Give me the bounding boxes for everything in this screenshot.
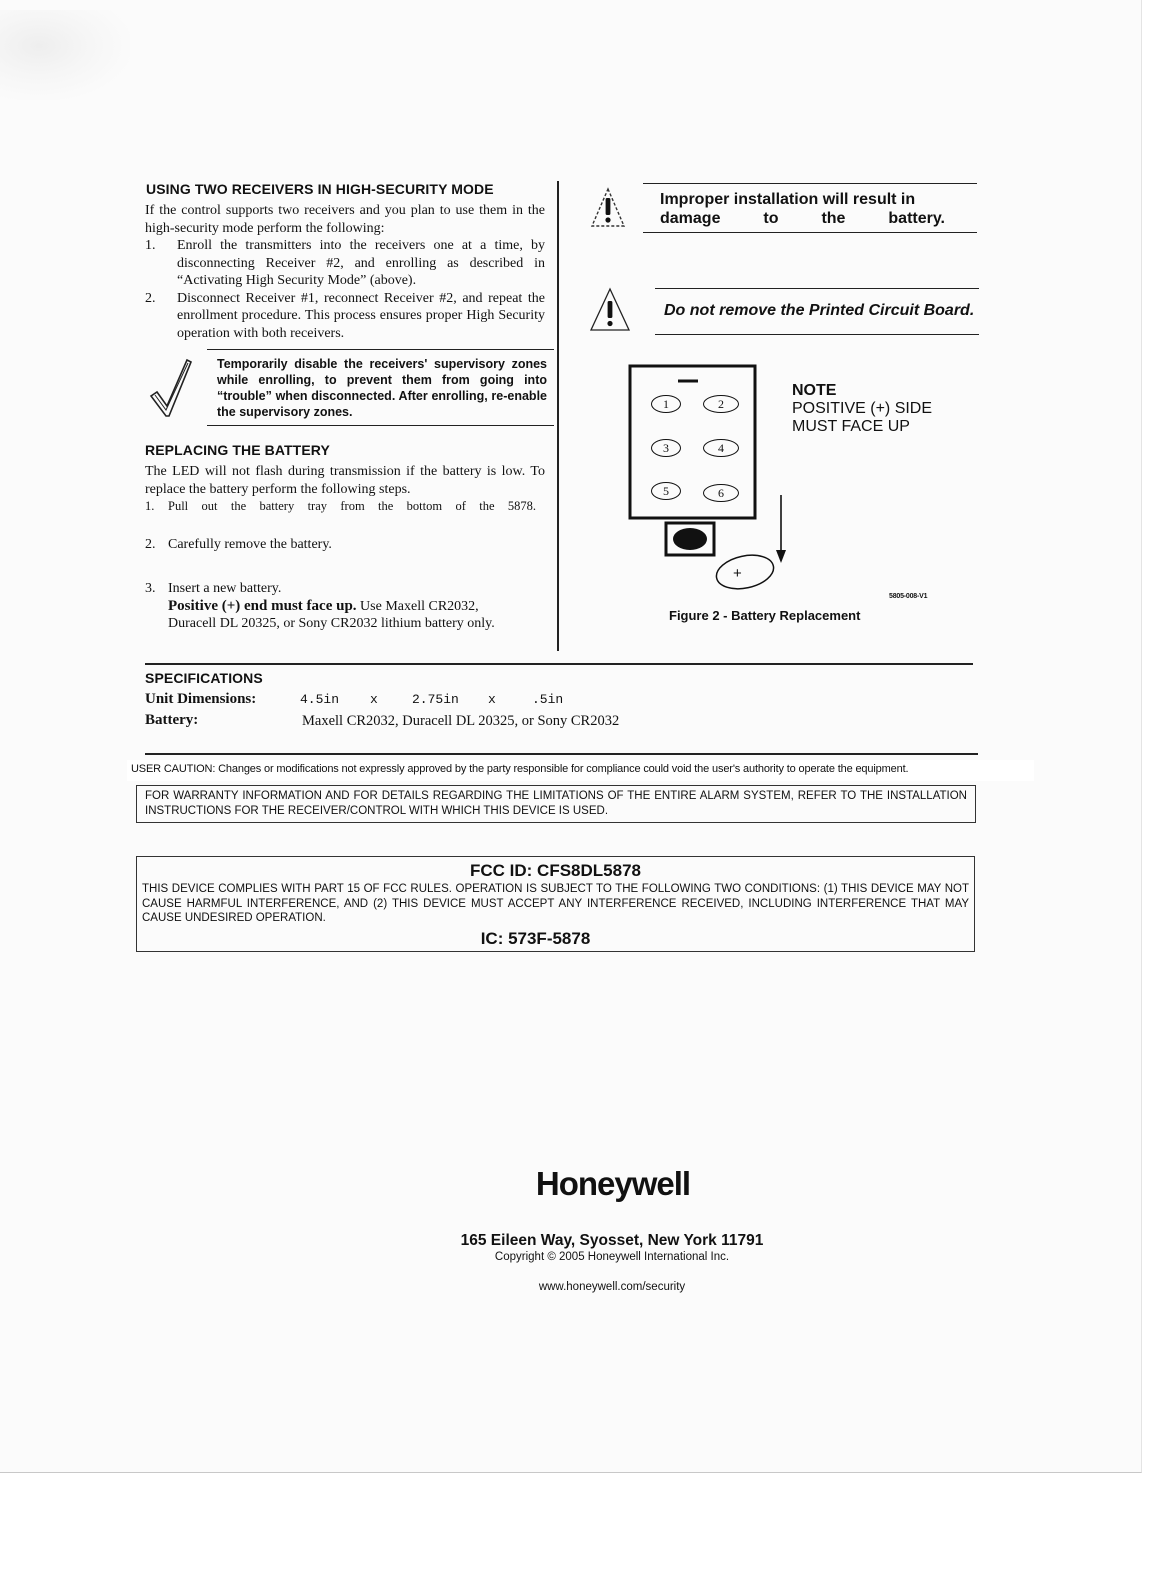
battery-step-3 — [145, 580, 525, 633]
keypad-button-6: 6 — [703, 484, 739, 502]
checkmark-icon — [147, 354, 199, 422]
warranty-box — [136, 785, 976, 823]
keypad-button-2: 2 — [703, 395, 739, 413]
fcc-compliance-text: THIS DEVICE COMPLIES WITH PART 15 OF FCC RULES. OPERATION IS SUBJECT TO THE FOLLOWING TWO CONDITIONS: (1) THIS DEVICE MAY NOT CAUSE HARMFUL INTERFERENCE, AND (2) THIS DEVICE MUST ACCEPT ANY INTERFERENCE RECEIVED, INCLUDING INTERFERENCE THAT MAY CAUSE UNDESIRED OPERATION. — [142, 883, 969, 924]
two-receivers-intro: If the control supports two receivers and you plan to use them in the high-security mode perform the following: — [145, 203, 545, 236]
step-text: Carefully remove the battery. — [168, 537, 332, 552]
figure-caption: Figure 2 - Battery Replacement — [669, 608, 861, 623]
warning2-bottom-rule — [655, 334, 979, 335]
battery-plus-symbol: + — [733, 565, 742, 582]
dimension-width: 4.5in — [300, 692, 340, 707]
honeywell-logo: Honeywell — [535, 1165, 691, 1202]
fcc-box — [136, 856, 975, 952]
battery-label: Battery: — [145, 712, 199, 728]
specs-top-rule — [145, 663, 973, 665]
keypad-button-4: 4 — [703, 439, 739, 457]
unit-dimensions-label: Unit Dimensions: — [145, 691, 257, 707]
warning-icon — [588, 286, 632, 334]
copyright: Copyright © 2005 Honeywell International Inc. — [494, 1251, 730, 1263]
note-bottom-rule — [207, 425, 554, 426]
keypad-button-5: 5 — [651, 482, 681, 500]
step-text: Pull out the battery tray from the bottom of the 5878. — [168, 499, 536, 513]
dimension-separator: x — [488, 692, 496, 707]
warning2-top-rule — [655, 288, 979, 289]
step-bold-text: Positive (+) end must face up. — [168, 597, 357, 614]
user-caution: USER CAUTION: Changes or modifications not expressly approved by the party responsible for compliance could void the user's authority to operate the equipment. — [131, 763, 909, 775]
dimension-depth: .5in — [532, 692, 564, 707]
list-item — [145, 290, 545, 343]
section-heading-battery: REPLACING THE BATTERY — [145, 442, 330, 458]
warning-icon — [590, 186, 626, 230]
figure-note-line1: POSITIVE (+) SIDE — [792, 400, 933, 417]
specs-heading: SPECIFICATIONS — [145, 670, 263, 686]
step-number: 1. — [145, 238, 156, 253]
warning-text: Improper installation will result in damage to the battery. — [660, 191, 945, 227]
step-number: 2. — [145, 290, 156, 306]
warranty-text: FOR WARRANTY INFORMATION AND FOR DETAILS REGARDING THE LIMITATIONS OF THE ENTIRE ALARM SYSTEM, REFER TO THE INSTALLATION INSTRUCTIONS FOR THE RECEIVER/CONTROL WITH WHICH THIS DEVICE IS USED. — [145, 790, 967, 817]
section-heading-two-receivers: USING TWO RECEIVERS IN HIGH-SECURITY MODE — [146, 181, 494, 197]
battery-step-1 — [145, 498, 540, 515]
ic-number: IC: 573F-5878 — [480, 928, 591, 948]
step-number: 1. — [145, 499, 155, 513]
specs-bottom-rule — [145, 753, 978, 755]
dimension-separator: x — [370, 692, 378, 707]
list-item — [145, 237, 545, 290]
warning-improper-installation-line1 — [660, 190, 945, 228]
step-text: Disconnect Receiver #1, reconnect Receiver #2, and repeat the enrollment procedure. This process ensures proper High Security operation with both receivers. — [177, 290, 545, 341]
battery-step-2 — [145, 536, 332, 554]
step-number: 2. — [145, 537, 156, 552]
warning1-top-rule — [643, 183, 977, 184]
warning-pcb: Do not remove the Printed Circuit Board. — [664, 302, 975, 319]
step-number: 3. — [145, 581, 156, 596]
battery-value: Maxell CR2032, Duracell DL 20325, or Sony CR2032 — [302, 713, 620, 729]
fcc-id: FCC ID: CFS8DL5878 — [470, 861, 641, 880]
column-divider — [557, 181, 559, 651]
step-text-continued: Use Maxell CR2032, Duracell DL 20325, or Sony CR2032 lithium battery only. — [168, 598, 495, 631]
figure-code: 5805-008-V1 — [889, 593, 928, 600]
step-text: Enroll the transmitters into the receivers one at a time, by disconnecting Receiver #2, and enrolling as described in “Activating High Security Mode” (above). — [177, 238, 545, 288]
two-receivers-steps — [145, 237, 545, 342]
keypad-button-1: 1 — [651, 395, 681, 413]
warning1-bottom-rule — [643, 232, 977, 233]
website-link[interactable]: www.honeywell.com/security — [538, 1281, 686, 1293]
figure-note-title: NOTE — [792, 382, 837, 399]
scan-smudge — [0, 10, 130, 100]
keypad-button-3: 3 — [651, 439, 681, 457]
note-top-rule — [207, 349, 554, 350]
company-address: 165 Eileen Way, Syosset, New York 11791 — [460, 1232, 764, 1249]
supervisory-note: Temporarily disable the receivers' supervisory zones while enrolling, to prevent them from going into “trouble” when disconnected. After enrolling, re-enable the supervisory zones. — [217, 357, 547, 419]
figure-note-line2: MUST FACE UP — [792, 418, 910, 435]
step-text: Insert a new battery. — [168, 581, 282, 596]
battery-intro: The LED will not flash during transmission if the battery is low. To replace the battery perform the following steps. — [145, 464, 545, 497]
dimension-height: 2.75in — [412, 692, 459, 707]
